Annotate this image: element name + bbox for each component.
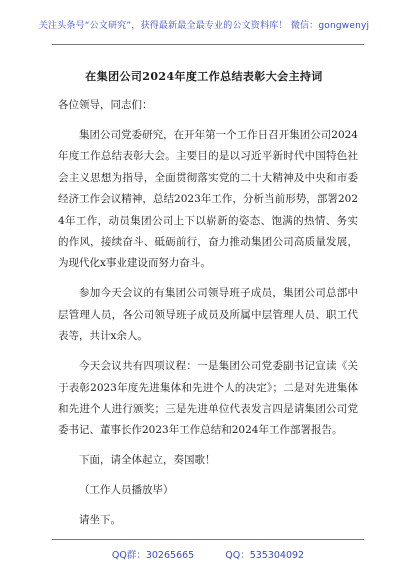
body-paragraph-3: 今天会议共有四项议程：一是集团公司党委副书记宣读《关于表彰2023年度先进集体和先进个人的决定》；二是对先进集体和先进个人进行颁奖；三是先进单位代表发言四是请集团公司党委书记、董事长作2023年工作总结和2024年工作部署报告。 [58,360,358,437]
body-paragraph-5: （工作人员播放毕） [79,484,174,497]
document-body [58,95,358,540]
salutation: 各位领导，同志们： [58,99,153,111]
body-paragraph-1: 集团公司党委研究，在开年第一个工作日召开集团公司2024年度工作总结表彰大会。主要目的是以习近平新时代中国特色社会主义思想为指导，全面贯彻落实党的二十大精神及中央和市委经济工作会议精神，总结2023年工作，分析当前形势，部署2024年工作，动员集团公司上下以崭新的姿态、饱满的热情、务实的作风，接续奋斗、砥砺前行，奋力推动集团公司高质量发展，为现代化x事业建设而努力奋斗。 [58,129,358,270]
page-header [0,0,408,52]
body-paragraph-6: 请坐下。 [79,514,121,527]
header-divider [52,44,364,45]
document-title: 在集团公司2024年度工作总结表彰大会主持词 [85,70,323,83]
header-promo-text: 关注头条号“公文研究”，获得最新最全最专业的公文资料库！ 微信：gongwenyj [38,21,370,31]
body-paragraph-2: 参加今天会议的有集团公司领导班子成员，集团公司总部中层管理人员，各公司领导班子成员及所属中层管理人员、职工代表等，共计x余人。 [58,287,358,343]
footer-contact [52,547,364,561]
body-paragraph-4: 下面，请全体起立，奏国歌！ [79,454,216,467]
footer-qq: QQ：535304092 [225,550,305,561]
page-footer [52,539,364,566]
footer-qq-group: QQ群：30265665 [111,550,195,561]
